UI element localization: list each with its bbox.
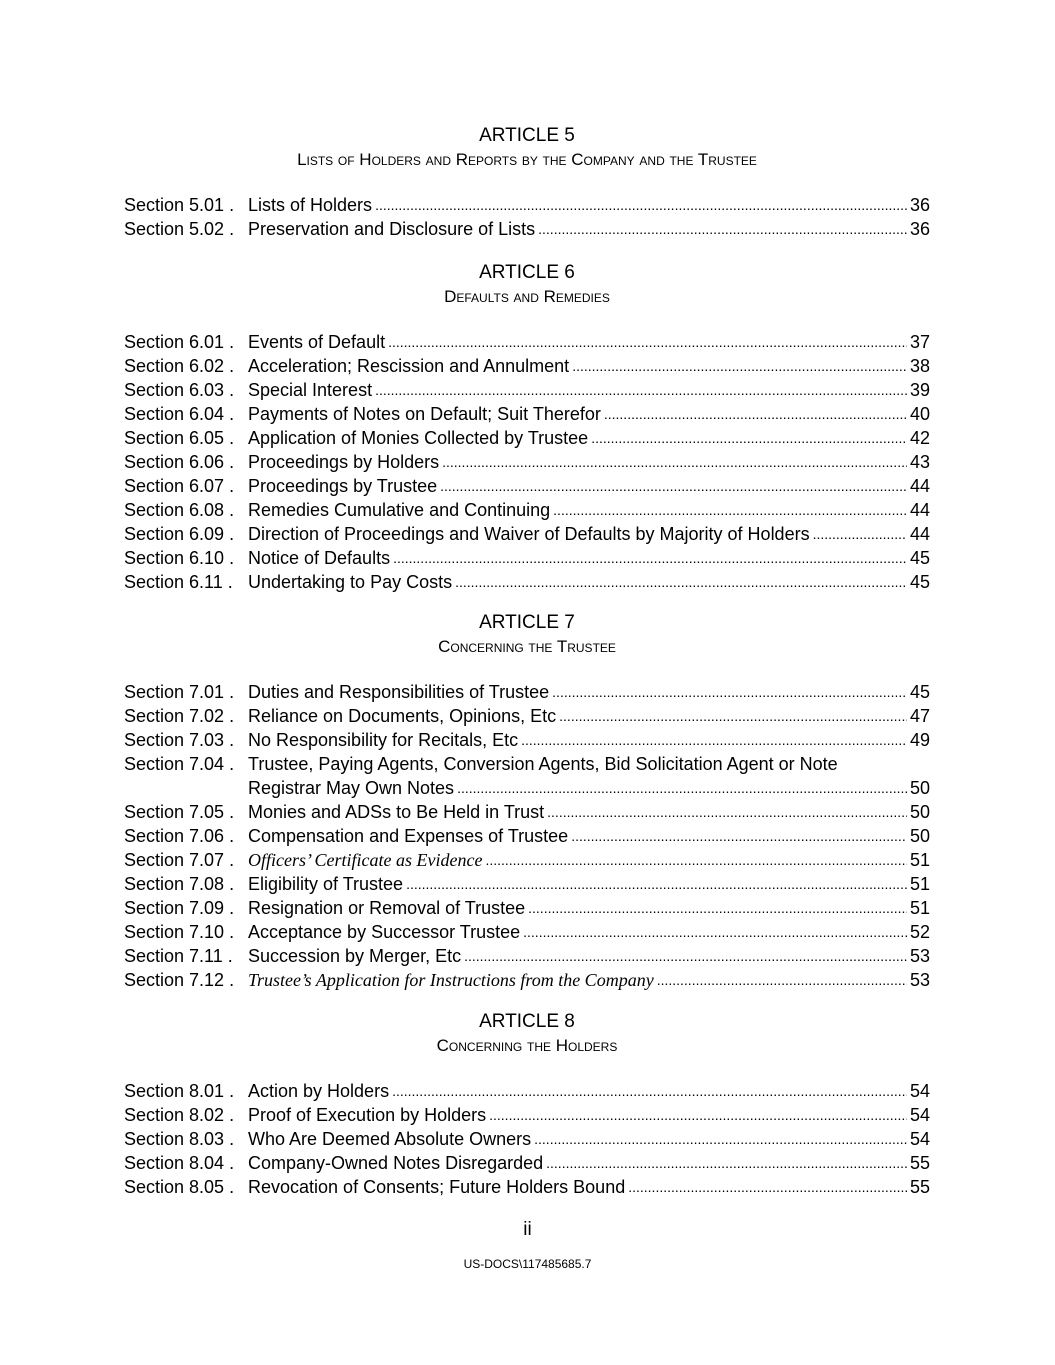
article-title: Concerning the Holders xyxy=(436,1036,618,1055)
section-title: Who Are Deemed Absolute Owners xyxy=(248,1129,532,1149)
section-list xyxy=(124,330,930,594)
section-number: Section 6.02 . xyxy=(124,356,235,376)
section-title: Payments of Notes on Default; Suit Therefor xyxy=(248,404,601,424)
dot-leader xyxy=(538,217,907,241)
section-number: Section 7.09 . xyxy=(124,898,235,918)
section-title: Proof of Execution by Holders xyxy=(248,1105,487,1125)
page-ref: 51 xyxy=(909,850,930,870)
section-title: Officers’ Certificate as Evidence xyxy=(248,850,483,870)
section-number: Section 6.06 . xyxy=(124,452,235,472)
section-title: Acceptance by Successor Trustee xyxy=(248,922,521,942)
page-ref: 47 xyxy=(909,706,930,726)
dot-leader xyxy=(375,193,907,217)
section-title: Undertaking to Pay Costs xyxy=(248,572,453,592)
toc-entry[interactable] xyxy=(124,896,930,920)
article-7 xyxy=(124,611,930,992)
section-number: Section 6.03 . xyxy=(124,380,235,400)
section-number: Section 7.10 . xyxy=(124,922,235,942)
page-ref: 50 xyxy=(909,826,930,846)
toc-entry[interactable] xyxy=(124,426,930,450)
dot-leader xyxy=(604,402,907,426)
section-number: Section 6.09 . xyxy=(124,524,235,544)
section-number: Section 6.08 . xyxy=(124,500,235,520)
article-number: ARTICLE 5 xyxy=(479,125,575,146)
dot-leader xyxy=(455,570,907,594)
page-ref: 55 xyxy=(909,1177,930,1197)
dot-leader xyxy=(591,426,907,450)
section-title: Reliance on Documents, Opinions, Etc xyxy=(248,706,557,726)
dot-leader xyxy=(546,1151,907,1175)
toc-entry[interactable] xyxy=(124,968,930,992)
dot-leader xyxy=(657,968,907,992)
page-ref: 45 xyxy=(909,572,930,592)
section-title: Remedies Cumulative and Continuing xyxy=(248,500,551,520)
section-title: Lists of Holders xyxy=(248,195,373,215)
page-ref: 54 xyxy=(909,1081,930,1101)
toc-entry[interactable] xyxy=(124,824,930,848)
page-ref: 51 xyxy=(909,874,930,894)
page-ref: 50 xyxy=(909,778,930,798)
section-number: Section 8.05 . xyxy=(124,1177,235,1197)
section-number: Section 7.07 . xyxy=(124,850,235,870)
toc-entry[interactable] xyxy=(124,1103,930,1127)
toc-entry[interactable] xyxy=(124,402,930,426)
dot-leader xyxy=(571,824,907,848)
section-number: Section 7.11 . xyxy=(124,946,233,966)
section-number: Section 7.01 . xyxy=(124,682,235,702)
toc-entry[interactable] xyxy=(124,680,930,704)
section-title: Direction of Proceedings and Waiver of Defaults by Majority of Holders xyxy=(248,524,810,544)
section-title: No Responsibility for Recitals, Etc xyxy=(248,730,519,750)
section-title: Monies and ADSs to Be Held in Trust xyxy=(248,802,545,822)
dot-leader xyxy=(393,546,907,570)
toc-entry[interactable] xyxy=(124,1127,930,1151)
page-ref: 53 xyxy=(909,946,930,966)
page-ref: 42 xyxy=(909,428,930,448)
dot-leader xyxy=(457,776,907,800)
toc-entry[interactable] xyxy=(124,872,930,896)
article-6 xyxy=(124,261,930,594)
dot-leader xyxy=(485,848,907,872)
article-title: Lists of Holders and Reports by the Company and the Trustee xyxy=(297,150,757,169)
section-title: Proceedings by Trustee xyxy=(248,476,438,496)
section-number: Section 5.02 . xyxy=(124,219,235,239)
article-number: ARTICLE 7 xyxy=(479,612,575,633)
toc-entry[interactable] xyxy=(124,354,930,378)
page-ref: 53 xyxy=(909,970,930,990)
section-number: Section 8.04 . xyxy=(124,1153,235,1173)
page-ref: 43 xyxy=(909,452,930,472)
section-number: Section 6.01 . xyxy=(124,332,235,352)
toc-entry[interactable] xyxy=(124,378,930,402)
article-title: Defaults and Remedies xyxy=(444,287,610,306)
page-ref: 55 xyxy=(909,1153,930,1173)
section-title-continued: Registrar May Own Notes xyxy=(248,778,455,798)
section-number: Section 5.01 . xyxy=(124,195,235,215)
toc-entry[interactable] xyxy=(124,944,930,968)
toc-entry[interactable] xyxy=(124,728,930,752)
section-number: Section 6.11 . xyxy=(124,572,233,592)
page-ref: 37 xyxy=(909,332,930,352)
section-title: Action by Holders xyxy=(248,1081,390,1101)
section-number: Section 6.07 . xyxy=(124,476,235,496)
section-title: Company-Owned Notes Disregarded xyxy=(248,1153,544,1173)
page-ref: 36 xyxy=(909,219,930,239)
dot-leader xyxy=(375,378,907,402)
section-title: Acceleration; Rescission and Annulment xyxy=(248,356,570,376)
toc-entry[interactable] xyxy=(124,330,930,354)
section-title: Compensation and Expenses of Trustee xyxy=(248,826,569,846)
page-ref: 49 xyxy=(909,730,930,750)
toc-entry[interactable] xyxy=(124,704,930,728)
toc-entry[interactable] xyxy=(124,450,930,474)
page-ref: 51 xyxy=(909,898,930,918)
toc-entry[interactable] xyxy=(124,1151,930,1175)
dot-leader xyxy=(392,1079,907,1103)
section-title: Resignation or Removal of Trustee xyxy=(248,898,526,918)
section-title: Eligibility of Trustee xyxy=(248,874,404,894)
page-ref: 40 xyxy=(909,404,930,424)
article-number: ARTICLE 8 xyxy=(479,1011,575,1032)
page-ref: 44 xyxy=(909,524,930,544)
section-number: Section 6.10 . xyxy=(124,548,235,568)
toc-entry[interactable] xyxy=(124,800,930,824)
toc-entry[interactable] xyxy=(124,848,930,872)
section-title: Succession by Merger, Etc xyxy=(248,946,462,966)
section-title: Preservation and Disclosure of Lists xyxy=(248,219,536,239)
dot-leader xyxy=(528,896,907,920)
article-5 xyxy=(124,124,930,241)
section-title: Special Interest xyxy=(248,380,373,400)
toc-entry[interactable] xyxy=(124,752,930,800)
dot-leader xyxy=(523,920,907,944)
dot-leader xyxy=(489,1103,907,1127)
article-title: Concerning the Trustee xyxy=(438,637,616,656)
dot-leader xyxy=(628,1175,907,1199)
toc-entry[interactable] xyxy=(124,498,930,522)
section-list xyxy=(124,1079,930,1199)
section-number: Section 7.02 . xyxy=(124,706,235,726)
page-ref: 36 xyxy=(909,195,930,215)
dot-leader xyxy=(464,944,907,968)
dot-leader xyxy=(559,704,907,728)
section-title: Revocation of Consents; Future Holders Bound xyxy=(248,1177,626,1197)
section-title: Events of Default xyxy=(248,332,386,352)
section-number: Section 7.06 . xyxy=(124,826,235,846)
page-ref: 54 xyxy=(909,1129,930,1149)
section-title: Application of Monies Collected by Trustee xyxy=(248,428,589,448)
page-ref: 38 xyxy=(909,356,930,376)
toc-entry[interactable] xyxy=(124,570,930,594)
dot-leader xyxy=(442,450,907,474)
toc-entry[interactable] xyxy=(124,474,930,498)
dot-leader xyxy=(572,354,907,378)
dot-leader xyxy=(547,800,907,824)
article-8 xyxy=(124,1010,930,1199)
toc-entry[interactable] xyxy=(124,1175,930,1199)
section-number: Section 7.08 . xyxy=(124,874,235,894)
dot-leader xyxy=(813,522,907,546)
section-number: Section 7.03 . xyxy=(124,730,235,750)
toc-entry[interactable] xyxy=(124,920,930,944)
section-number: Section 6.04 . xyxy=(124,404,235,424)
section-number: Section 8.01 . xyxy=(124,1081,235,1101)
section-title: Proceedings by Holders xyxy=(248,452,440,472)
toc-entry[interactable] xyxy=(124,522,930,546)
page-ref: 50 xyxy=(909,802,930,822)
section-title: Duties and Responsibilities of Trustee xyxy=(248,682,550,702)
page-ref: 44 xyxy=(909,476,930,496)
toc-entry[interactable] xyxy=(124,1079,930,1103)
page-number: ii xyxy=(523,1219,532,1240)
dot-leader xyxy=(406,872,907,896)
dot-leader xyxy=(534,1127,907,1151)
dot-leader xyxy=(440,474,907,498)
dot-leader xyxy=(521,728,907,752)
page-ref: 54 xyxy=(909,1105,930,1125)
section-list xyxy=(124,680,930,992)
toc-entry[interactable] xyxy=(124,193,930,217)
page-ref: 39 xyxy=(909,380,930,400)
section-number: Section 8.02 . xyxy=(124,1105,235,1125)
section-number: Section 7.05 . xyxy=(124,802,235,822)
section-number: Section 8.03 . xyxy=(124,1129,235,1149)
section-title: Trustee, Paying Agents, Conversion Agents, Bid Solicitation Agent or Note xyxy=(248,754,838,774)
section-list xyxy=(124,193,930,241)
section-number: Section 6.05 . xyxy=(124,428,235,448)
toc-entry[interactable] xyxy=(124,546,930,570)
section-number: Section 7.12 . xyxy=(124,970,235,990)
section-title: Trustee’s Application for Instructions from the Company xyxy=(248,970,654,990)
toc-entry[interactable] xyxy=(124,217,930,241)
page-ref: 45 xyxy=(909,682,930,702)
document-id: US-DOCS\117485685.7 xyxy=(463,1257,592,1271)
page-ref: 52 xyxy=(909,922,930,942)
dot-leader xyxy=(388,330,907,354)
dot-leader xyxy=(552,680,907,704)
section-number: Section 7.04 . xyxy=(124,754,235,774)
article-number: ARTICLE 6 xyxy=(479,262,575,283)
page-ref: 44 xyxy=(909,500,930,520)
dot-leader xyxy=(553,498,907,522)
section-title: Notice of Defaults xyxy=(248,548,391,568)
page-ref: 45 xyxy=(909,548,930,568)
